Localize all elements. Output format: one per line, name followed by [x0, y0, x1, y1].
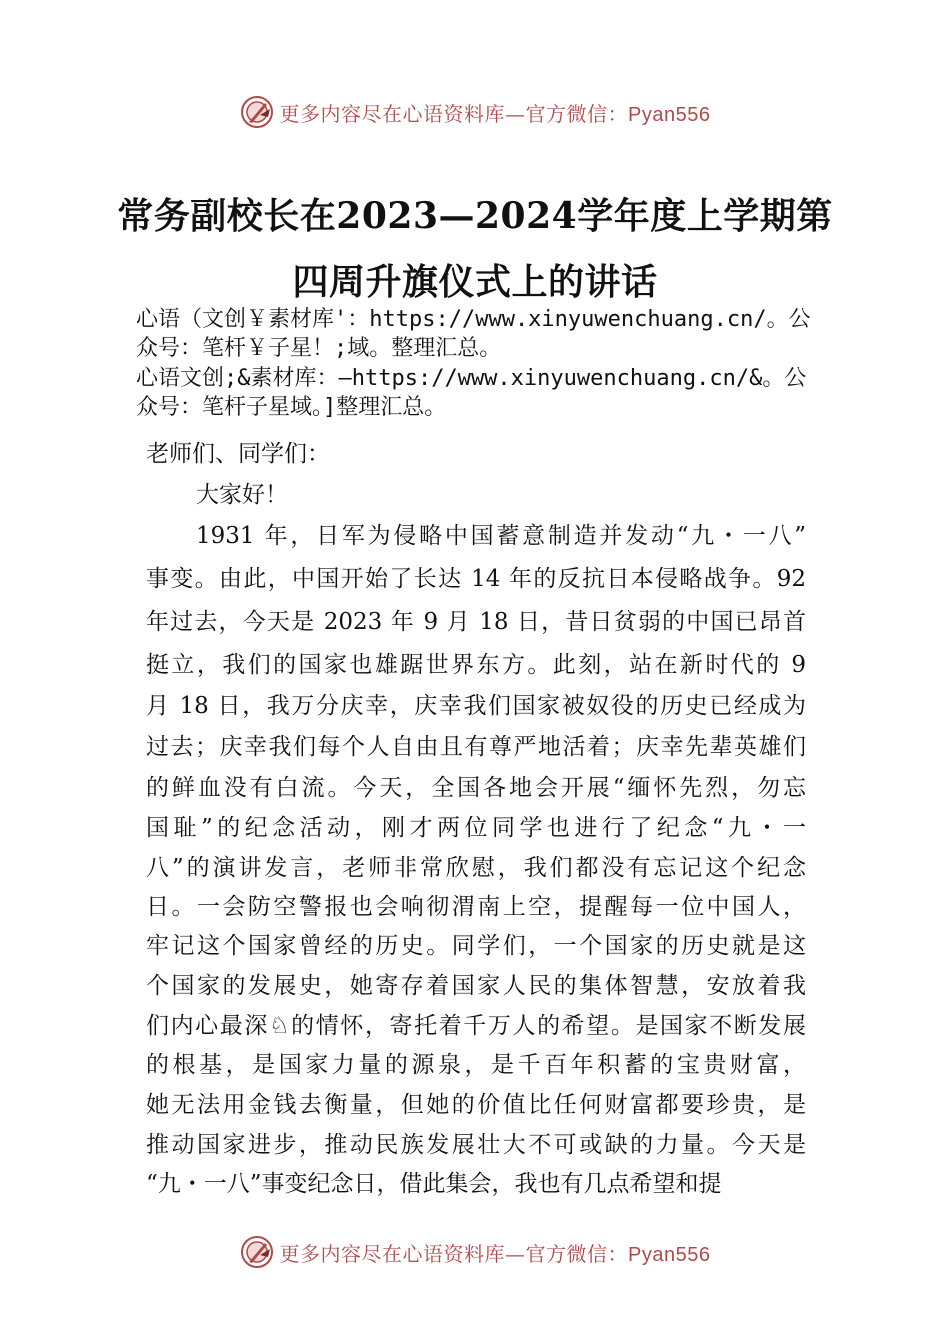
speech-line: 她无法用金钱去衡量，但她的价值比任何财富都要珍贵，是	[146, 1092, 806, 1118]
speech-line: 1931 年，日军为侵略中国蓄意制造并发动“九・一八”	[196, 523, 806, 549]
source-note	[136, 305, 856, 363]
speech-line: 日。一会防空警报也会响彻渭南上空，提醒每一位中国人，	[146, 894, 806, 920]
banner-text: 更多内容尽在心语资料库—官方微信：Pyan556	[279, 101, 711, 126]
header-banner	[0, 92, 950, 132]
speech-line: 牢记这个国家曾经的历史。同学们，一个国家的历史就是这	[146, 933, 806, 959]
source-note-line: 众号：笔杆子星域。]整理汇总。	[136, 395, 447, 420]
speech-line: 八”的演讲发言，老师非常欣慰，我们都没有忘记这个纪念	[146, 855, 806, 881]
quill-pen-logo-icon	[240, 95, 274, 129]
document-title-line-2: 四周升旗仪式上的讲话	[292, 261, 658, 303]
source-note-line: 众号：笔杆￥子星！;域。整理汇总。	[136, 336, 502, 361]
speech-line: “九・一八”事变纪念日，借此集会，我也有几点希望和提	[146, 1171, 722, 1197]
source-note-line: 心语文创;&素材库：—https://www.xinyuwenchuang.cn/&。公	[136, 366, 807, 391]
speech-line: 的根基，是国家力量的源泉，是千百年积蓄的宝贵财富，	[146, 1052, 806, 1078]
speech-hello: 大家好！	[196, 482, 288, 508]
speech-line: 个国家的发展史，她寄存着国家人民的集体智慧，安放着我	[146, 973, 806, 999]
speech-line: 们内心最深♘的情怀，寄托着千万人的希望。是国家不断发展	[146, 1013, 806, 1039]
speech-line: 国耻”的纪念活动，刚才两位同学也进行了纪念“九・一	[146, 815, 806, 841]
speech-line: 推动国家进步，推动民族发展壮大不可或缺的力量。今天是	[146, 1132, 806, 1158]
speech-line: 过去；庆幸我们每个人自由且有尊严地活着；庆幸先辈英雄们	[146, 734, 806, 760]
quill-pen-logo-icon	[240, 1235, 274, 1269]
speech-line: 年过去，今天是 2023 年 9 月 18 日，昔日贫弱的中国已昂首	[146, 609, 806, 635]
speech-line: 挺立，我们的国家也雄踞世界东方。此刻，站在新时代的 9	[146, 652, 806, 678]
source-note-line: 心语（文创￥素材库'：https://www.xinyuwenchuang.cn/。公	[136, 307, 811, 332]
speech-line: 月 18 日，我万分庆幸，庆幸我们国家被奴役的历史已经成为	[146, 693, 806, 719]
wechat-id: Pyan556	[628, 103, 711, 126]
footer-banner	[0, 1232, 950, 1272]
document-title-line-1: 常务副校长在2023—2024学年度上学期第	[117, 195, 833, 237]
speech-greeting: 老师们、同学们：	[146, 441, 330, 467]
banner-text: 更多内容尽在心语资料库—官方微信：Pyan556	[279, 1241, 711, 1266]
speech-line: 的鲜血没有白流。今天，全国各地会开展“缅怀先烈，勿忘	[146, 775, 806, 801]
wechat-id: Pyan556	[628, 1243, 711, 1266]
speech-line: 事变。由此，中国开始了长达 14 年的反抗日本侵略战争。92	[146, 566, 806, 592]
source-note	[136, 364, 856, 422]
